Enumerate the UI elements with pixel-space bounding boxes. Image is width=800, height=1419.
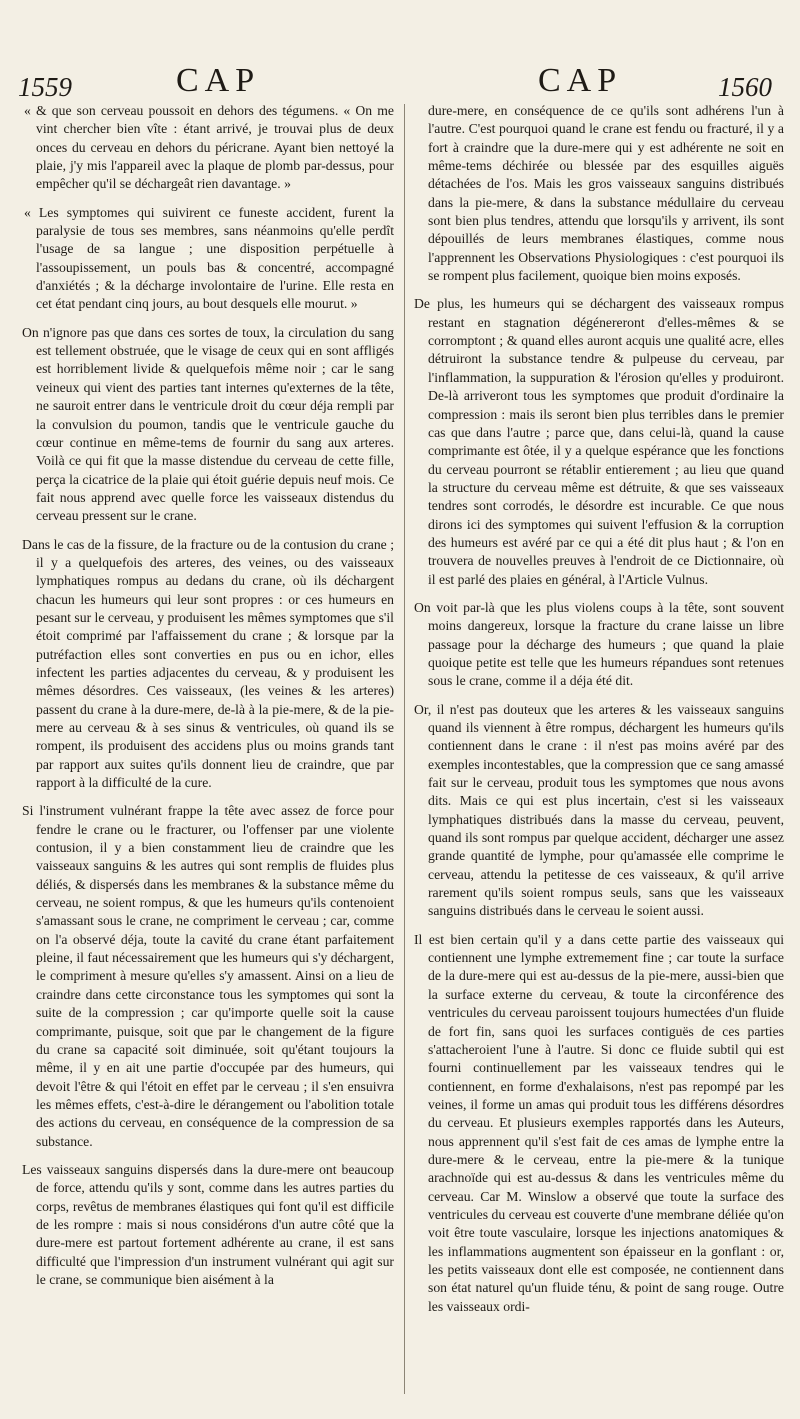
paragraph: Si l'instrument vulnérant frappe la tête avec assez de force pour fendre le crane ou le fracturer, ou l'offenser par une violente contusion, il y a bien constamment lieu de craindre que les vaisseaux sanguins & les autres qui sont remplis de fluides plus déliés, & dispersés dans les membranes & la substance même du cerveau, ne soient rompus, & que les humeurs qu'ils contenoient s'amassant sous le crane, ne compriment le cerveau ; car, comme on l'a observé déja, toute la cavité du crane étant parfaitement pleine, il faut nécessairement que les humeurs qui s'y déchargent, le compriment à mesure qu'elles s'y amassent. Ainsi on a lieu de craindre dans cette circonstance tous les symptomes qui sont la suite de la compression ; car qu'importe quelle soit la cause comprimante, puisque, soit que par le changement de la figure du crane sa capacité soit diminuée, soit qu'étant toujours la même, il y en ait une partie d'occupée par des humeurs, qui devoit l'être & qui l'étoit en effet par le cerveau ; il s'en ensuivra les mêmes effets, c'est-à-dire le dérangement ou l'abolition totale des actions du cerveau, en conséquence de la compression de sa substance. — [22, 803, 394, 1149]
paragraph: Il est bien certain qu'il y a dans cette partie des vaisseaux qui contiennent une lymphe extremement fine ; car toute la surface de la dure-mere qui est au-dessus de la pie-mere, aussi-bien que la surface externe du cerveau, & toute la circonférence des ventricules du cerveau paroissent toujours humectées d'un fluide de fort fin, sans quoi les surfaces contiguës de ces parties s'attacheroient l'une à l'autre. Si donc ce fluide subtil qui est fourni continuellement par les vaisseaux tendres qui le contiennent, en forme d'exhalaisons, n'est pas repompé par les veines, il forme un amas qui produit tous les différens désordres du cerveau. Et plusieurs exemples rapportés dans les Auteurs, nous apprennent qu'il s'est fait de ces amas de lymphe entre la dure-mere & le cerveau, entre la pie-mere & la tunique arachnoïde qui est au-dessus & dans les ventricules même du cerveau. Car M. Winslow a observé que toute la surface des ventricules du cerveau est couverte d'une membrane déliée qu'on voit être toute vasculaire, lorsque les injections anatomiques & les inflammations augmentent son épaisseur en la gonflant : or, les petits vaisseaux dont elle est composée, ne contiennent dans son état naturel qu'un fluide ténu, & point de sang rouge. Outre les vaisseaux ordi- — [414, 931, 784, 1314]
paragraph: Les vaisseaux sanguins dispersés dans la dure-mere ont beaucoup de force, attendu qu'ils y sont, comme dans les autres parties du corps, revêtus de membranes élastiques qui font qu'il est difficile de les rompre : mais si nous considérons d'un autre côté que la dure-mere est partout fortement adhérente au crane, il est sans difficulté que l'impression d'un instrument vulnérant qui agit sur le crane, se communique bien aisément à la — [22, 1161, 394, 1287]
paragraph: Or, il n'est pas douteux que les arteres & les vaisseaux sanguins quand ils viennent à être rompus, déchargent les humeurs qu'ils contiennent dans le crane : il n'est pas moins avéré par des exemples incontestables, que la compression que ce sang amassé fait sur le cerveau, produit tous les symptomes que nous avons dits. Mais ce qui est plus incertain, c'est si les vaisseaux lymphatiques distribués dans la masse du cerveau, peuvent, quand ils sont rompus par quelque accident, décharger une assez grande quantité de lymphe, pour qu'amassée elle comprime le cerveau, attendu la petitesse de ces vaisseaux, & qu'il arrive rarement qu'ils soient rompus seuls, sans que les vaisseaux sanguins distribués dans le cerveau le soient aussi. — [414, 701, 784, 919]
paragraph: De plus, les humeurs qui se déchargent des vaisseaux rompus restant en stagnation dégénereront d'elles-mêmes & se corromptont ; & quand elles auront acquis une qualité acre, elles détruiront la substance tendre & pulpeuse du cerveau, par l'inflammation, la suppuration & l'érosion qu'elles y produiront. De-là arriveront tous les symptomes que produit d'ordinaire la compression : mais ils seront bien plus terribles dans le premier cas que dans l'autre ; parce que, dans celui-là, quand la cause comprimante est ôtée, il y a quelque espérance que les fonctions du cerveau pourront se rétablir entierement ; au lieu que quand la structure du cerveau même est détruite, & que ses vaisseaux tendres sont corrodés, le désordre est incurable. Ce que nous dirons ici des symptomes qui suivent l'effusion & la corruption des humeurs est avéré par ce qui a été dit plus haut ; & l'on en trouvera de nouvelles preuves à l'endroit de ce Dictionnaire, où il est parlé des plaies en général, à l'Article Vulnus. — [414, 296, 784, 587]
paragraph: On voit par-là que les plus violens coups à la tête, sont souvent moins dangereux, lorsque la fracture du crane laisse un libre passage pour la décharge des humeurs ; que quand la plaie quoique petite est telle que les humeurs répandues sont retenues sous le crane, comme il a déja été dit. — [414, 599, 784, 689]
right-column — [414, 102, 784, 1326]
paragraph: Dans le cas de la fissure, de la fracture ou de la contusion du crane ; il y a quelquefois des arteres, des veines, ou des vaisseaux lymphatiques rompus au dedans du crane, où ils déchargent chacun les humeurs qui leur sont propres : or ces humeurs en pesant sur le cerveau, y produisent les mêmes symptomes que s'il étoit comprimé par l'affaissement du crane ; & lorsque par la putréfaction elles sont converties en pus ou en ichor, elles infectent les parties adjacentes du cerveau, & y produisent les mêmes désordres. Ces vaisseaux, (les veines & les arteres) passent du crane à la dure-mere, de-là à la pie-mere, & de la pie-mere au cerveau & à ses sinus & ventricules, où quand ils se rompent, ils produisent des accidens plus ou moins grands tant par rapport aux suites qu'ils donnent lieu de craindre, que par rapport à la difficulté de la cure. — [22, 536, 394, 791]
paragraph: On n'ignore pas que dans ces sortes de toux, la circulation du sang est tellement obstruée, que le visage de ceux qui en sont affligés est horriblement livide & quelquefois même noir ; car le sang veineux qui vient des parties tant internes qu'externes de la tête, ne sauroit entrer dans le ventricule droit du cœur déja rempli par la convulsion du poumon, tandis que le ventricule gauche du cœur continue en même-tems de fournir du sang aux arteres. Voilà ce qui fit que la masse distendue du cerveau de cette fille, perça la cicatrice de la plaie qui étoit guérie depuis neuf mois. Ce fait nous apprend avec quelle force les vaisseaux distendus du cerveau pressent sur le crane. — [22, 324, 394, 524]
page-header — [0, 62, 800, 102]
paragraph: dure-mere, en conséquence de ce qu'ils sont adhérens l'un à l'autre. C'est pourquoi quand le crane est fendu ou fracturé, il y a fort à craindre que la dure-mere qui y est adhérente ne soit en même-tems déchirée ou blessée par des esquilles aiguës détachées de l'os. Mais les gros vaisseaux sanguins distribués dans la pie-mere, & dans la substance médullaire du cerveau sont bien plus tendres, attendu que lorsqu'ils y arrivent, ils sont dépouillés de leurs membranes élastiques, comme nous l'apprennent les Observations Physiologiques : c'est pourquoi ils se rompent plus facilement, quoique bien moins exposés. — [428, 103, 784, 284]
running-head-right: CAP — [538, 62, 623, 99]
left-column — [22, 102, 394, 1299]
running-head-left: CAP — [176, 62, 261, 99]
paragraph: « Les symptomes qui suivirent ce funeste accident, furent la paralysie de tous ses membres, sans néanmoins qu'elle perdît l'usage de sa langue ; une disposition perpétuelle à l'assoupissement, un pouls bas & concentré, accompagné d'anxiétés ; & la décharge involontaire de l'urine. Elle resta en cet état pendant cinq jours, au bout desquels elle mourut. » — [24, 204, 394, 312]
column-divider — [404, 104, 405, 1394]
page-number-left: 1559 — [18, 72, 72, 102]
page-number-right: 1560 — [718, 72, 772, 102]
paragraph: « & que son cerveau poussoit en dehors des tégumens. « On me vint chercher bien vîte : étant arrivé, je trouvai plus de deux onces du cerveau en dehors du péricrane. Ayant bien nettoyé la plaie, j'y mis l'appareil avec la plaque de plomb par-dessus, pour empêcher qu'il se déchargeât rien davantage. » — [24, 103, 394, 192]
